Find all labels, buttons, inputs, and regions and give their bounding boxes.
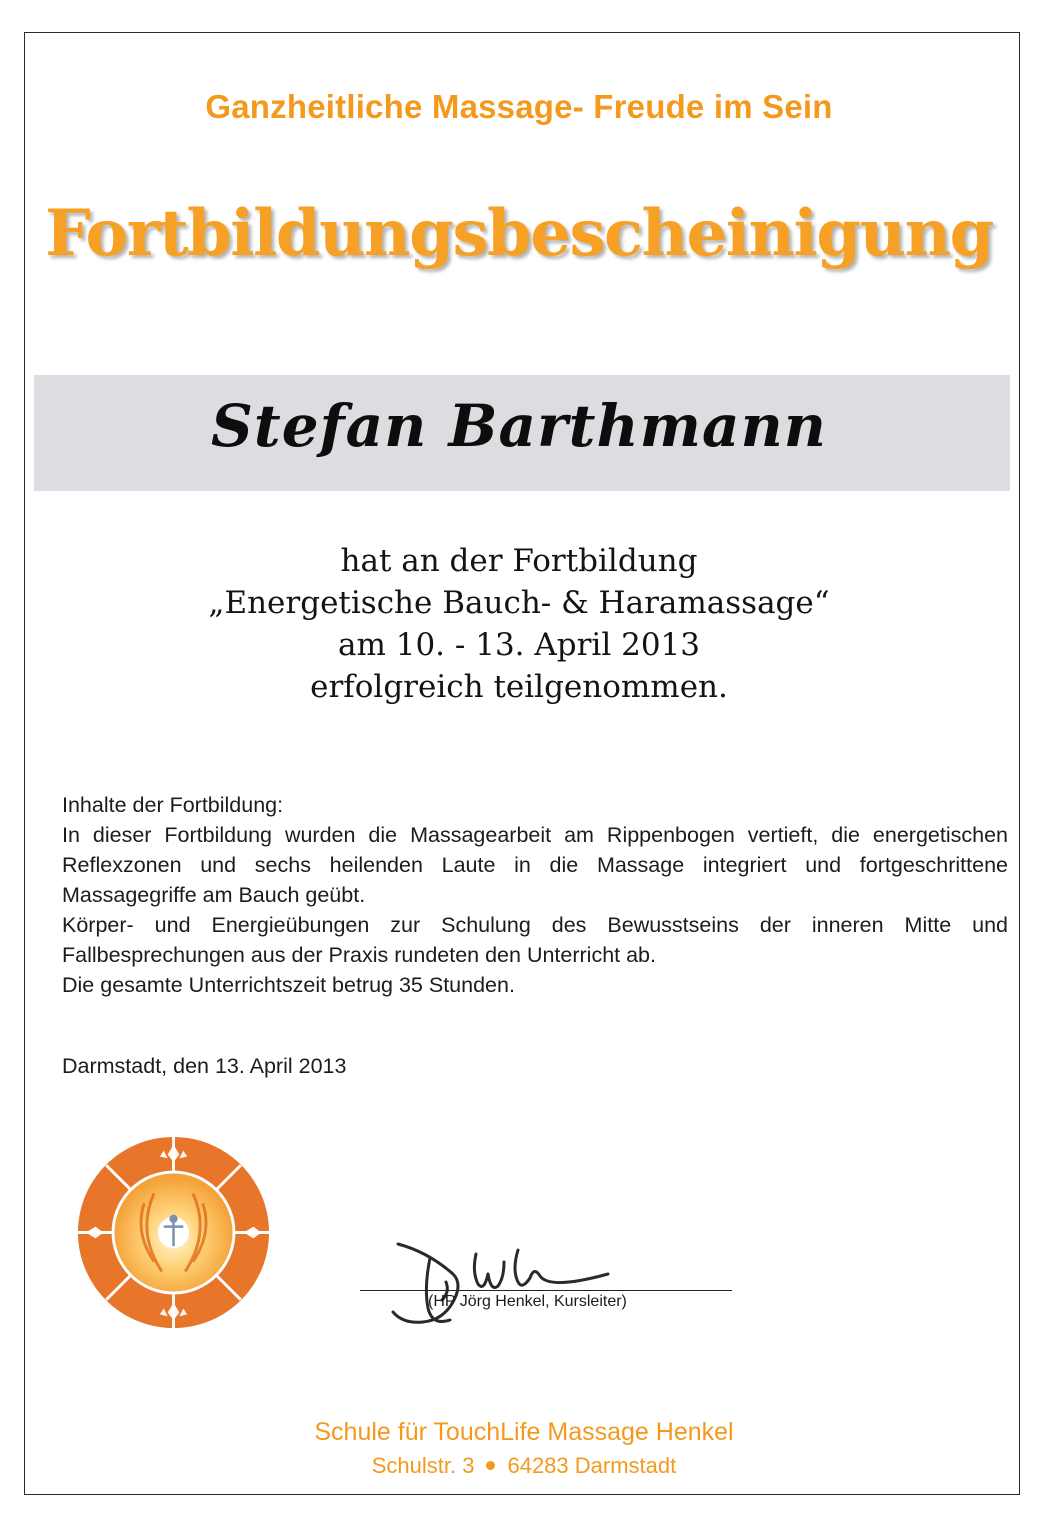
place-and-date: Darmstadt, den 13. April 2013: [62, 1054, 347, 1078]
course-title: „Energetische Bauch- & Haramassage“: [208, 585, 830, 621]
contents-paragraph-1: In dieser Fortbildung wurden die Massagearbeit am Rippenbogen vertieft, die energetischen Reflexzonen und sechs heilenden Laute in die Massage integriert und fortgeschrittene Massagegriffe am Bauch geübt.: [62, 823, 1008, 907]
statement-line-1: hat an der Fortbildung: [340, 543, 698, 579]
course-dates: am 10. - 13. April 2013: [338, 627, 700, 663]
bullet-dot-icon: [486, 1461, 495, 1470]
signature-caption: (HP Jörg Henkel, Kursleiter): [428, 1293, 627, 1310]
touchlife-lotus-logo-icon: [76, 1135, 271, 1330]
contents-heading: Inhalte der Fortbildung:: [62, 793, 284, 817]
footer-school-name: Schule für TouchLife Massage Henkel: [314, 1418, 734, 1446]
course-contents: [62, 790, 1008, 1000]
statement-line-4: erfolgreich teilgenommen.: [310, 669, 728, 705]
footer-address: [0, 1453, 1038, 1479]
contents-paragraph-2: Körper- und Energieübungen zur Schulung des Bewusstseins der inneren Mitte und Fallbesprechungen aus der Praxis rundeten den Unterricht ab.: [62, 913, 1008, 967]
certificate-subtitle: Ganzheitliche Massage- Freude im Sein: [205, 88, 833, 125]
recipient-name: Stefan Barthmann: [211, 392, 827, 460]
contents-paragraph-3: Die gesamte Unterrichtszeit betrug 35 Stunden.: [62, 973, 515, 997]
handwritten-signature-icon: [378, 1232, 618, 1342]
certificate-title: Fortbildungsbescheinigung: [45, 196, 993, 271]
footer-street: Schulstr. 3: [371, 1453, 475, 1478]
participation-statement: [0, 540, 1038, 708]
footer-city: 64283 Darmstadt: [507, 1453, 677, 1478]
